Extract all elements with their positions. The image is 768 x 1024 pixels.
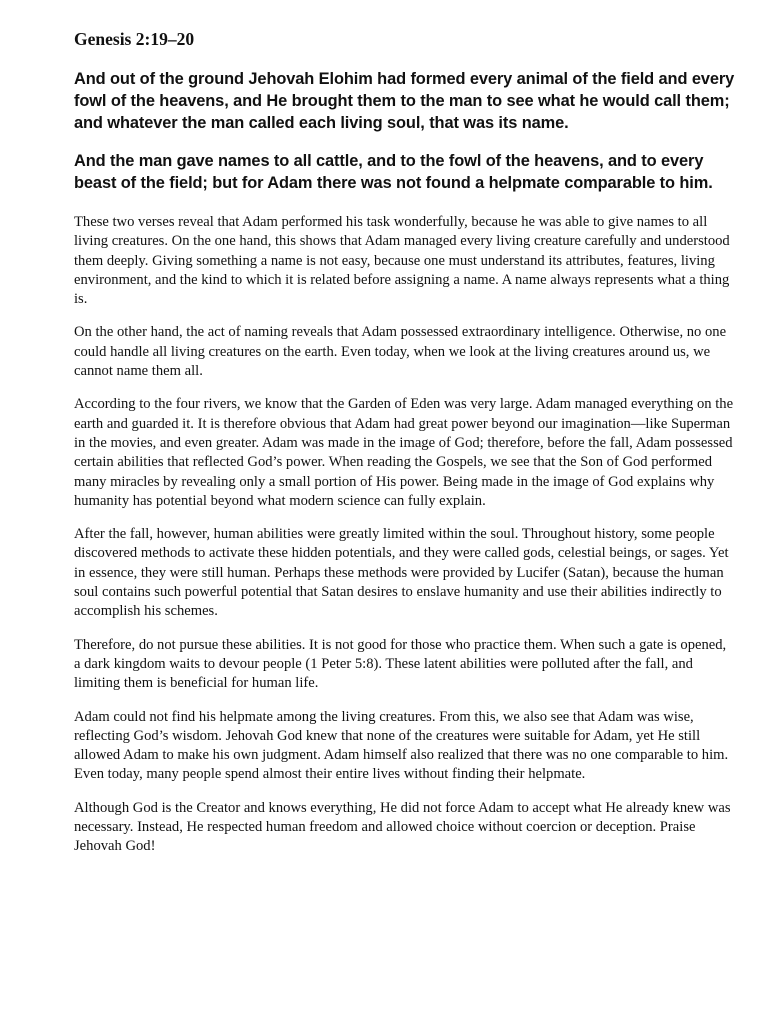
document-page	[74, 28, 736, 871]
commentary-paragraph-4: After the fall, however, human abilities were greatly limited within the soul. Throughout history, some people discovered methods to activate these hidden potentials, and they were called gods, celestial beings, or sages. Yet in essence, they were still human. Perhaps these methods were provided by Lucifer (Satan), because the human soul contains such powerful potential that Satan desires to enslave humanity and use their abilities indirectly to accomplish his schemes.	[74, 526, 729, 620]
commentary-paragraph-3: According to the four rivers, we know that the Garden of Eden was very large. Adam managed everything on the earth and guarded it. It is therefore obvious that Adam had great power beyond our imagination—like Superman in the movies, and even greater. Adam was made in the image of God; therefore, before the fall, Adam possessed certain abilities that reflected God’s power. When reading the Gospels, we see that the Son of God performed many miracles by revealing only a small portion of His power. Being made in the image of God explains why humanity has potential beyond what modern science can fully explain.	[74, 396, 734, 509]
commentary-paragraph-7: Although God is the Creator and knows everything, He did not force Adam to accept what He already knew was necessary. Instead, He respected human freedom and allowed choice without coercion or deception. Praise Jehovah God!	[74, 799, 731, 855]
commentary-paragraph-2: On the other hand, the act of naming reveals that Adam possessed extraordinary intelligence. Otherwise, no one could handle all living creatures on the earth. Even today, when we look at the living creatures around us, we cannot name them all.	[74, 324, 727, 380]
commentary-paragraph-1: These two verses reveal that Adam performed his task wonderfully, because he was able to give names to all living creatures. On the one hand, this shows that Adam managed every living creature carefully and understood them deeply. Giving something a name is not easy, because one must understand its attributes, features, living environment, and the kind to which it is related before assigning a name. A name always represents what a thing is.	[74, 214, 730, 308]
commentary-paragraph-5: Therefore, do not pursue these abilities. It is not good for those who practice them. When such a gate is opened, a dark kingdom waits to devour people (1 Peter 5:8). These latent abilities were polluted after the fall, and limiting them is beneficial for human life.	[74, 636, 727, 692]
verse-text-20: And the man gave names to all cattle, and to the fowl of the heavens, and to every beast of the field; but for Adam there was not found a helpmate comparable to him.	[74, 152, 713, 192]
scripture-reference: Genesis 2:19–20	[74, 29, 195, 49]
commentary-paragraph-6: Adam could not find his helpmate among the living creatures. From this, we also see that Adam was wise, reflecting God’s wisdom. Jehovah God knew that none of the creatures were suitable for Adam, yet He still allowed Adam to make his own judgment. Adam himself also realized that there was no one comparable to him. Even today, many people spend almost their entire lives without finding their helpmate.	[74, 708, 729, 783]
verse-text-19: And out of the ground Jehovah Elohim had formed every animal of the field and every fowl of the heavens, and He brought them to the man to see what he would call them; and whatever the man called each living soul, that was its name.	[74, 70, 735, 132]
